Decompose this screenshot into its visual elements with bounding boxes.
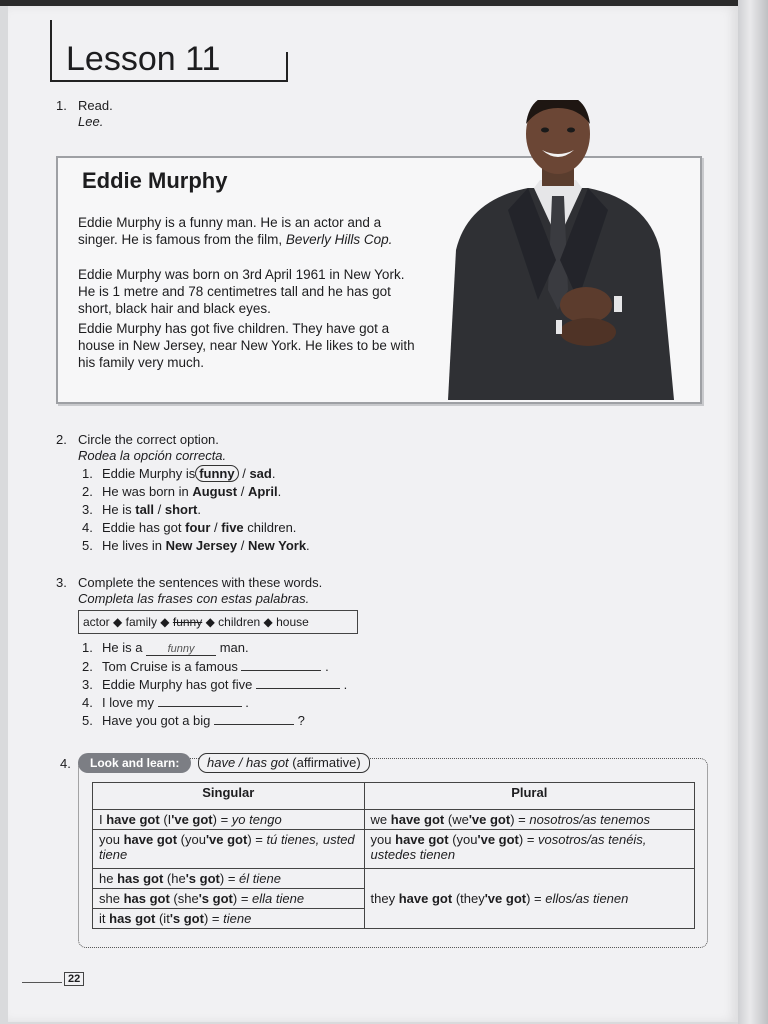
column-header-singular: Singular [93, 783, 365, 810]
reading-box [56, 156, 702, 404]
exercise-translation: Completa las frases con estas palabras. [78, 591, 310, 606]
option-item-4: 4. Eddie has got four / five children. [82, 520, 297, 535]
word-funny: funny [172, 615, 203, 629]
page-number: 22 [64, 972, 84, 986]
answer-blank[interactable]: funny [146, 643, 216, 656]
film-title: Beverly Hills Cop. [285, 232, 393, 247]
grammar-table [92, 782, 695, 929]
exercise-translation: Rodea la opción correcta. [78, 448, 227, 463]
book-spine [738, 0, 768, 1024]
answer-blank[interactable] [214, 712, 294, 725]
option-item-3: 3. He is tall / short. [82, 502, 202, 517]
word-family: family [125, 615, 157, 629]
fill-item-2: 2. Tom Cruise is a famous . [82, 659, 329, 674]
table-row: he has got (he's got) = él tiene they have got (they've got) = ellos/as tienen [93, 869, 695, 889]
grammar-topic: have / has got (affirmative) [198, 753, 370, 773]
exercise-translation: Lee. [78, 114, 104, 129]
answer-blank[interactable] [256, 676, 340, 689]
word-children: children [218, 615, 261, 629]
word-bank: actor ◆ family ◆ funny ◆ children ◆ house [78, 610, 358, 634]
lesson-title: Lesson 11 [66, 40, 221, 78]
fill-item-5: 5. Have you got a big ? [82, 713, 305, 728]
circled-answer[interactable]: funny [195, 465, 238, 482]
exercise-number: 1. [56, 98, 67, 113]
exercise-instruction: Read. [78, 98, 113, 113]
fill-item-1: 1. He is a funny man. [82, 640, 249, 655]
look-and-learn-tag: Look and learn: [78, 753, 191, 773]
table-row: I have got (I've got) = yo tengo we have got (we've got) = nosotros/as tenemos [93, 810, 695, 830]
reading-paragraph-2: Eddie Murphy was born on 3rd April 1961 in New York. He is 1 metre and 78 centimetres tall and he has got short, black hair and black eyes. [78, 267, 405, 316]
reading-paragraph-3: Eddie Murphy has got five children. They have got a house in New Jersey, near New York. He likes to be with his family very much. [78, 321, 415, 370]
fill-item-3: 3. Eddie Murphy has got five . [82, 677, 348, 692]
option-item-1: 1. Eddie Murphy is funny / sad. [82, 466, 276, 481]
word-house: house [276, 615, 309, 629]
table-row: you have got (you've got) = tú tienes, usted tiene you have got (you've got) = vosotros/as tenéis, ustedes tienen [93, 830, 695, 869]
answer-blank[interactable] [241, 658, 321, 671]
exercise-instruction: Complete the sentences with these words. [78, 575, 323, 590]
answer-blank[interactable] [158, 694, 242, 707]
word-actor: actor [83, 615, 110, 629]
table-row: she has got (she's got) = ella tiene [93, 889, 695, 909]
portrait-photo [438, 100, 678, 400]
option-item-2: 2. He was born in August / April. [82, 484, 282, 499]
fill-item-4: 4. I love my . [82, 695, 249, 710]
column-header-plural: Plural [364, 783, 694, 810]
reading-paragraph-1: Eddie Murphy is a funny man. He is an actor and a singer. He is famous from the film, Beverly Hills Cop. [78, 215, 393, 247]
lesson-title-frame [50, 20, 288, 82]
option-item-5: 5. He lives in New Jersey / New York. [82, 538, 310, 553]
exercise-instruction: Circle the correct option. [78, 432, 219, 447]
table-row: it has got (it's got) = tiene [93, 909, 695, 929]
reading-heading: Eddie Murphy [82, 168, 228, 193]
